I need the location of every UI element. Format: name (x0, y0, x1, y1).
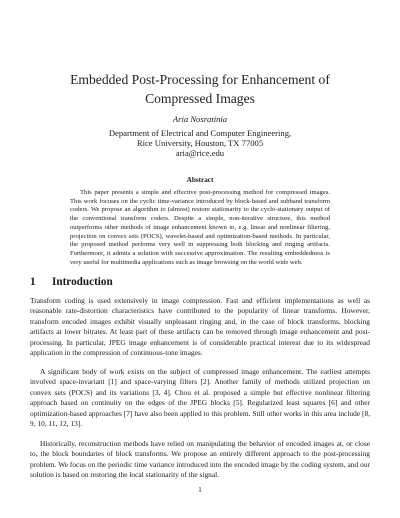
intro-paragraph-1: Transform coding is used extensively in image compression. Fast and efficient implementations as well as reasonable rate-distortion characteristics have contributed to the popularity of linear transforms. However, transform encoded images exhibit visually unpleasant ringing and, in the case of block transforms, blocking artifacts at lower bitrates. At least part of these artifacts can be removed through image enhancement and post-processing. In particular, JPEG image enhancement is of considerable practical interest due to its widespread application in the compression of continuous-tone images. (30, 296, 370, 358)
abstract-text: This paper presents a simple and effective post-processing method for compressed images. This work focuses on the cyclic time-variance introduced by block-based and subband transform coders. We propose an algorithm to (almost) restore stationarity to the cyclo-stationary output of the conventional transform coders. Despite a simple, non-iterative structure, this method outperforms other methods of image enhancement known to, e.g. linear and nonlinear filtering, projection on convex sets (POCS), wavelet-based and optimization-based methods. In particular, the proposed method performs very well in suppressing both blocking and ringing artifacts. Furthermore, it admits a solution with successive approximation. The resulting embeddedness is very useful for multimedia applications such as image browsing on the world wide web. (70, 189, 330, 266)
section-title: Introduction (52, 276, 113, 288)
section-number: 1 (30, 276, 36, 288)
page-number: 1 (198, 485, 202, 494)
intro-paragraph-2: A significant body of work exists on the subject of compressed image enhancement. The earliest attempts involved space-invariant [1] and space-varying filters [2]. Another family of methods utilized projection on convex sets (POCS) and its variations [3, 4]. Chou et al. proposed a simple but effective nonlinear filtering approach based on continuity on the edges of the JPEG blocks [5]. Regularized least squares [6] and other optimization-based approaches [7] have also been applied to this problem. Still other works in this area include [8, 9, 10, 11, 12, 13]. (30, 367, 370, 429)
abstract-heading: Abstract (186, 176, 214, 184)
author-email: aria@rice.edu (175, 148, 225, 158)
title-line-1: Embedded Post-Processing for Enhancement of (70, 72, 330, 87)
affiliation-line-1: Department of Electrical and Computer Engineering, (108, 128, 292, 138)
affiliation-line-2: Rice University, Houston, TX 77005 (136, 138, 264, 148)
author-affiliation (0, 128, 400, 158)
title-line-2: Compressed Images (145, 91, 255, 106)
section-heading (30, 276, 113, 288)
intro-paragraph-3: Historically, reconstruction methods have relied on manipulating the behavior of encoded images at, or close to, the block boundaries of block transforms. We propose an entirely different approach to the post-processing problem. We focus on the periodic time variance introduced into the encoded image by the coding system, and our solution is based on restoring the local stationarity of the signal. (30, 439, 370, 480)
paper-title (40, 70, 360, 108)
author-name: Aria Nosratinia (172, 114, 228, 124)
